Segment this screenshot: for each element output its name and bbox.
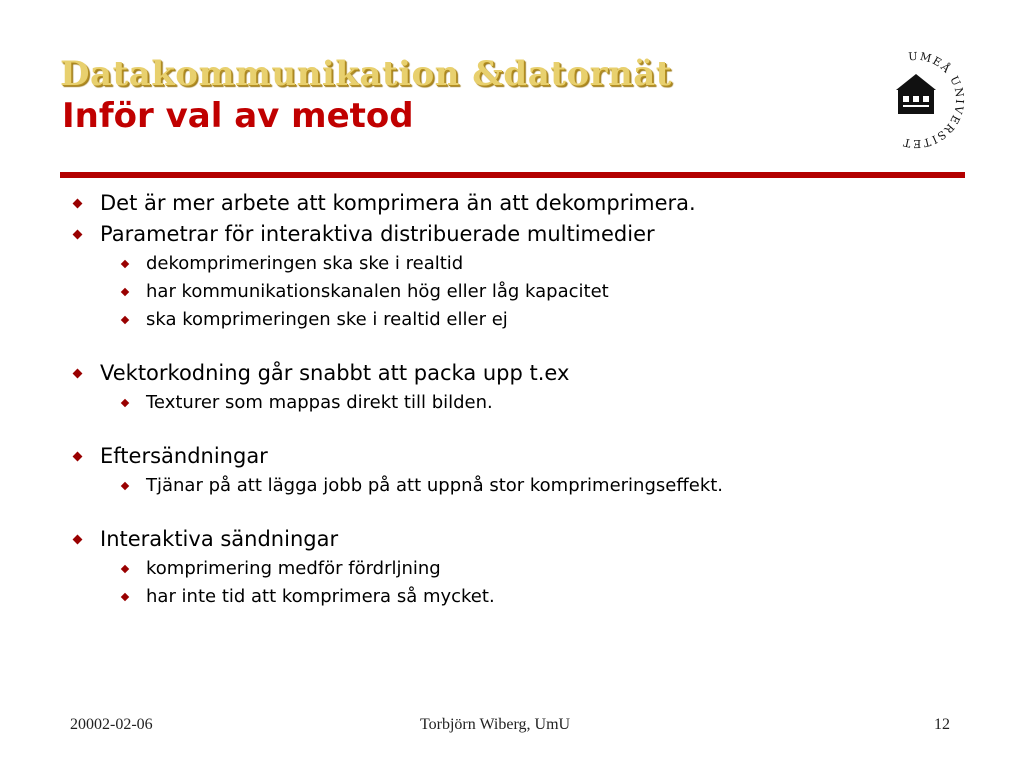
title-divider <box>60 172 965 178</box>
bullet-text: Det är mer arbete att komprimera än att dekomprimera. <box>100 191 696 215</box>
sub-bullet-text: komprimering medför fördrljning <box>146 558 441 579</box>
diamond-bullet-icon <box>121 316 129 324</box>
course-title: Datakommunikation &datornät <box>60 54 672 94</box>
sub-bullet-item <box>64 250 964 278</box>
sub-bullet-text: dekomprimeringen ska ske i realtid <box>146 253 464 274</box>
diamond-bullet-icon <box>121 399 129 407</box>
sub-bullet-text: Tjänar på att lägga jobb på att uppnå stor komprimeringseffekt. <box>146 475 724 496</box>
diamond-bullet-icon <box>73 452 83 462</box>
sub-bullet-item <box>64 389 964 417</box>
spacer <box>64 500 964 524</box>
page-number: 12 <box>934 716 950 733</box>
bullet-item <box>64 441 964 472</box>
diamond-bullet-icon <box>121 482 129 490</box>
bullet-item <box>64 219 964 250</box>
footer-author: Torbjörn Wiberg, UmU <box>420 716 571 733</box>
university-logo <box>862 46 970 154</box>
logo-text: UMEÅ UNIVERSITET <box>900 49 967 151</box>
bullet-text: Interaktiva sändningar <box>100 527 339 551</box>
bullet-text: Parametrar för interaktiva distribuerade multimedier <box>100 222 655 246</box>
bullet-text: Eftersändningar <box>100 444 268 468</box>
bullet-item <box>64 188 964 219</box>
diamond-bullet-icon <box>121 288 129 296</box>
sub-bullet-item <box>64 583 964 611</box>
diamond-bullet-icon <box>73 199 83 209</box>
sub-bullet-text: har inte tid att komprimera så mycket. <box>146 586 495 607</box>
sub-bullet-item <box>64 278 964 306</box>
diamond-bullet-icon <box>121 260 129 268</box>
bullet-item <box>64 524 964 555</box>
sub-bullet-item <box>64 555 964 583</box>
spacer <box>64 334 964 358</box>
diamond-bullet-icon <box>121 593 129 601</box>
bullet-list <box>64 188 964 611</box>
sub-bullet-text: ska komprimeringen ske i realtid eller ej <box>146 309 508 330</box>
bullet-text: Vektorkodning går snabbt att packa upp t.ex <box>100 361 570 385</box>
footer-date: 20002-02-06 <box>70 716 153 733</box>
bullet-item <box>64 358 964 389</box>
diamond-bullet-icon <box>121 565 129 573</box>
diamond-bullet-icon <box>73 369 83 379</box>
sub-bullet-item <box>64 472 964 500</box>
sub-bullet-text: har kommunikationskanalen hög eller låg kapacitet <box>146 281 609 302</box>
spacer <box>64 417 964 441</box>
slide-title: Inför val av metod <box>62 96 414 136</box>
diamond-bullet-icon <box>73 535 83 545</box>
sub-bullet-text: Texturer som mappas direkt till bilden. <box>146 392 493 413</box>
sub-bullet-item <box>64 306 964 334</box>
diamond-bullet-icon <box>73 230 83 240</box>
